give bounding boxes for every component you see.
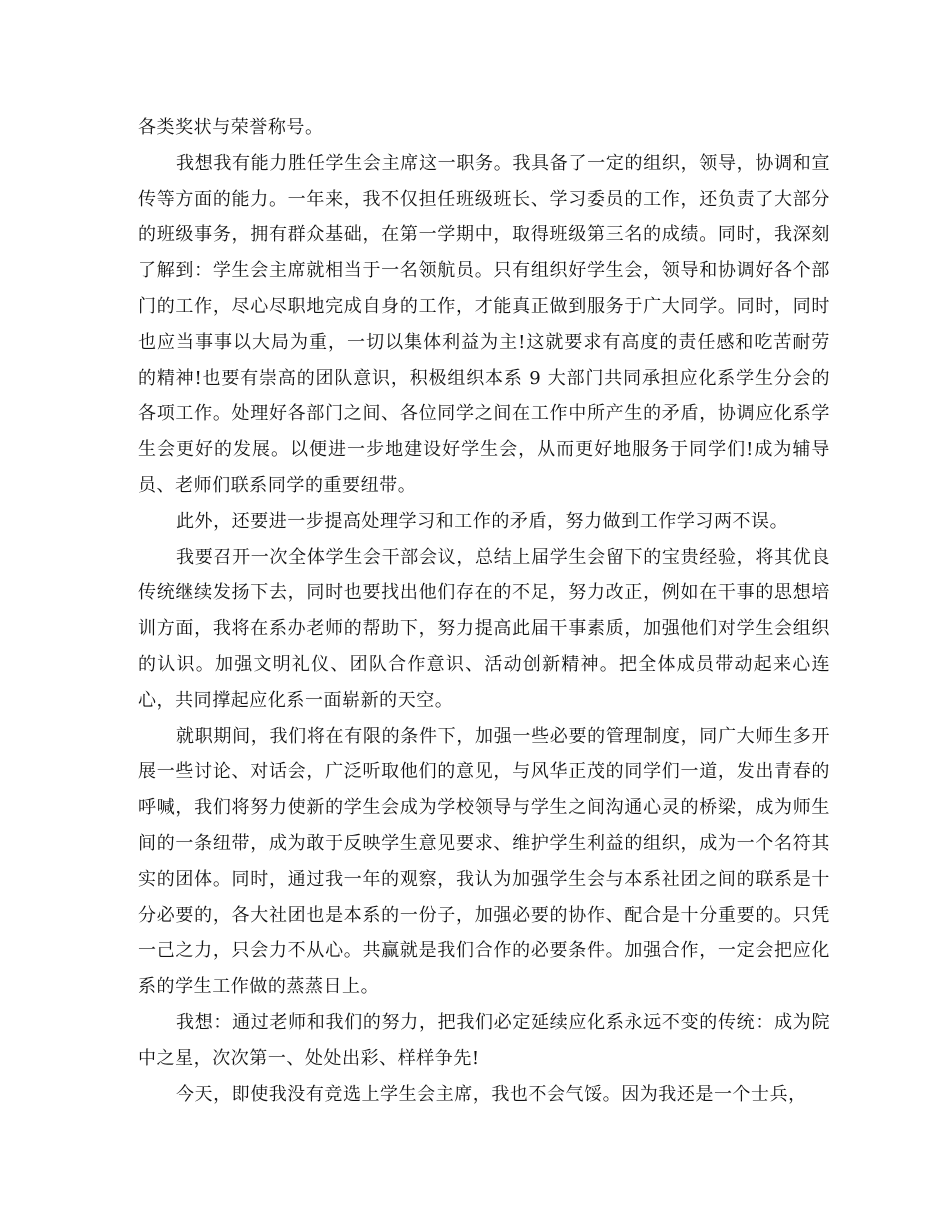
paragraph-closing: 今天，即使我没有竞选上学生会主席，我也不会气馁。因为我还是一个士兵，	[176, 1083, 807, 1105]
paragraph-meeting: 我要召开一次全体学生会干部会议，总结上届学生会留下的宝贵经验，将其优良传统继续发扬下去，同时也要找出他们存在的不足，努力改正，例如在干事的思想培训方面，我将在系办老师的帮助下，努力提高此届干事素质，加强他们对学生会组织的认识。加强文明礼仪、团队合作意识、活动创新精神。把全体成员带动起来心连心，共同撑起应化系一面崭新的天空。	[138, 546, 830, 711]
paragraph-tradition: 我想：通过老师和我们的努力，把我们必定延续应化系永远不变的传统：成为院中之星，次次第一、处处出彩、样样争先!	[138, 1011, 830, 1069]
document-body	[138, 110, 830, 1112]
paragraph-ability: 我想我有能力胜任学生会主席这一职务。我具备了一定的组织，领导，协调和宣传等方面的能力。一年来，我不仅担任班级班长、学习委员的工作，还负责了大部分的班级事务，拥有群众基础，在第一学期中，取得班级第三名的成绩。同时，我深刻了解到：学生会主席就相当于一名领航员。只有组织好学生会，领导和协调好各个部门的工作，尽心尽职地完成自身的工作，才能真正做到服务于广大同学。同时，同时也应当事事以大局为重，一切以集体利益为主!这就要求有高度的责任感和吃苦耐劳的精神!也要有崇高的团队意识，积极组织本系 9 大部门共同承担应化系学生分会的各项工作。处理好各部门之间、各位同学之间在工作中所产生的矛盾，协调应化系学生会更好的发展。以便进一步地建设好学生会，从而更好地服务于同学们!成为辅导员、老师们联系同学的重要纽带。	[138, 152, 830, 496]
paragraph-continuation: 各类奖状与荣誉称号。	[138, 117, 324, 138]
paragraph-term-plans: 就职期间，我们将在有限的条件下，加强一些必要的管理制度，同广大师生多开展一些讨论、对话会，广泛听取他们的意见，与风华正茂的同学们一道，发出青春的呼喊，我们将努力使新的学生会成为学校领导与学生之间沟通心灵的桥梁，成为师生间的一条纽带，成为敢于反映学生意见要求、维护学生利益的组织，成为一个名符其实的团体。同时，通过我一年的观察，我认为加强学生会与本系社团之间的联系是十分必要的，各大社团也是本系的一份子，加强必要的协作、配合是十分重要的。只凭一己之力，只会力不从心。共赢就是我们合作的必要条件。加强合作，一定会把应化系的学生工作做的蒸蒸日上。	[138, 725, 830, 998]
paragraph-balance: 此外，还要进一步提高处理学习和工作的矛盾，努力做到工作学习两不误。	[176, 510, 789, 532]
